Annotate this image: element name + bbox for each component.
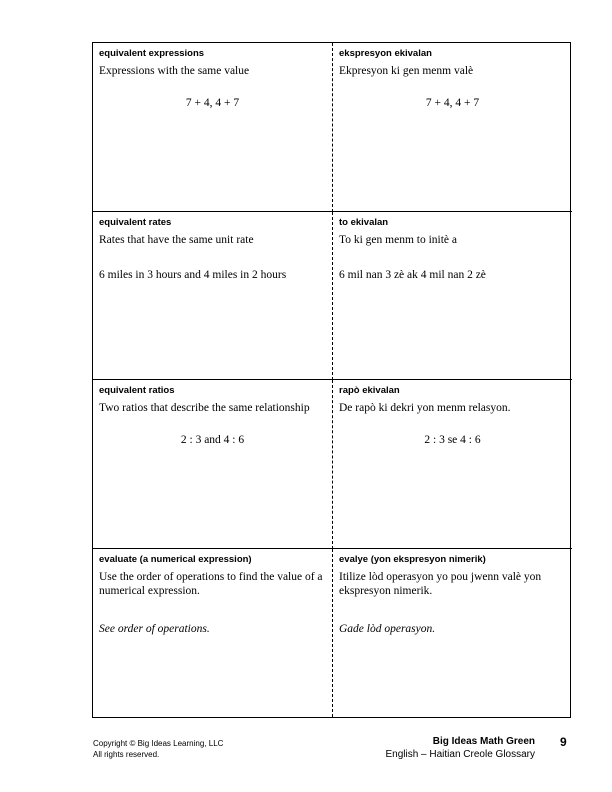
term-haitian-creole: rapò ekivalan (339, 385, 400, 396)
definition-english: Expressions with the same value (99, 65, 250, 78)
book-title: Big Ideas Math Green (432, 736, 535, 747)
glossary-cell-english (93, 549, 333, 718)
footer-copyright (93, 738, 223, 760)
definition-haitian-creole: Ekpresyon ki gen menm valè (339, 65, 474, 78)
term-english: equivalent rates (99, 216, 172, 228)
term-english: equivalent ratios (99, 385, 175, 396)
glossary-grid (92, 42, 571, 718)
copyright-text: Copyright © Big Ideas Learning, LLC (93, 739, 224, 748)
definition-haitian-creole: Itilize lòd operasyon yo pou jwenn valè yon ekspresyon nimerik. (339, 570, 542, 598)
term-haitian-creole: to ekivalan (339, 216, 389, 228)
example-english: 7 + 4, 4 + 7 (185, 96, 240, 109)
example-english: See order of operations. (99, 622, 210, 635)
definition-haitian-creole: De rapò ki dekri yon menm relasyon. (339, 402, 511, 415)
glossary-cell-english (93, 212, 333, 381)
page-number: 9 (560, 735, 567, 749)
book-subtitle: English – Haitian Creole Glossary (385, 749, 535, 760)
example-haitian-creole: Gade lòd operasyon. (339, 622, 436, 635)
rights-text: All rights reserved. (93, 750, 160, 759)
glossary-cell-haitian-creole (333, 212, 572, 381)
term-haitian-creole: ekspresyon ekivalan (339, 48, 432, 59)
glossary-cell-english (93, 380, 333, 549)
footer-book-info (385, 735, 535, 761)
glossary-cell-haitian-creole (333, 43, 572, 212)
definition-english: Use the order of operations to find the value of a numerical expression. (99, 570, 323, 598)
definition-haitian-creole: To ki gen menm to initè a (339, 233, 458, 246)
definition-english: Two ratios that describe the same relationship (99, 402, 310, 415)
glossary-cell-english (93, 43, 333, 212)
example-english: 6 miles in 3 hours and 4 miles in 2 hours (99, 269, 287, 282)
term-english: equivalent expressions (99, 48, 205, 59)
example-haitian-creole: 7 + 4, 4 + 7 (425, 96, 480, 109)
term-haitian-creole: evalye (yon ekspresyon nimerik) (339, 553, 486, 565)
term-english: evaluate (a numerical expression) (99, 553, 252, 565)
glossary-cell-haitian-creole (333, 549, 572, 718)
definition-english: Rates that have the same unit rate (99, 233, 254, 246)
example-haitian-creole: 2 : 3 se 4 : 6 (424, 433, 481, 446)
example-haitian-creole: 6 mil nan 3 zè ak 4 mil nan 2 zè (339, 269, 486, 282)
example-english: 2 : 3 and 4 : 6 (180, 433, 245, 446)
glossary-cell-haitian-creole (333, 380, 572, 549)
